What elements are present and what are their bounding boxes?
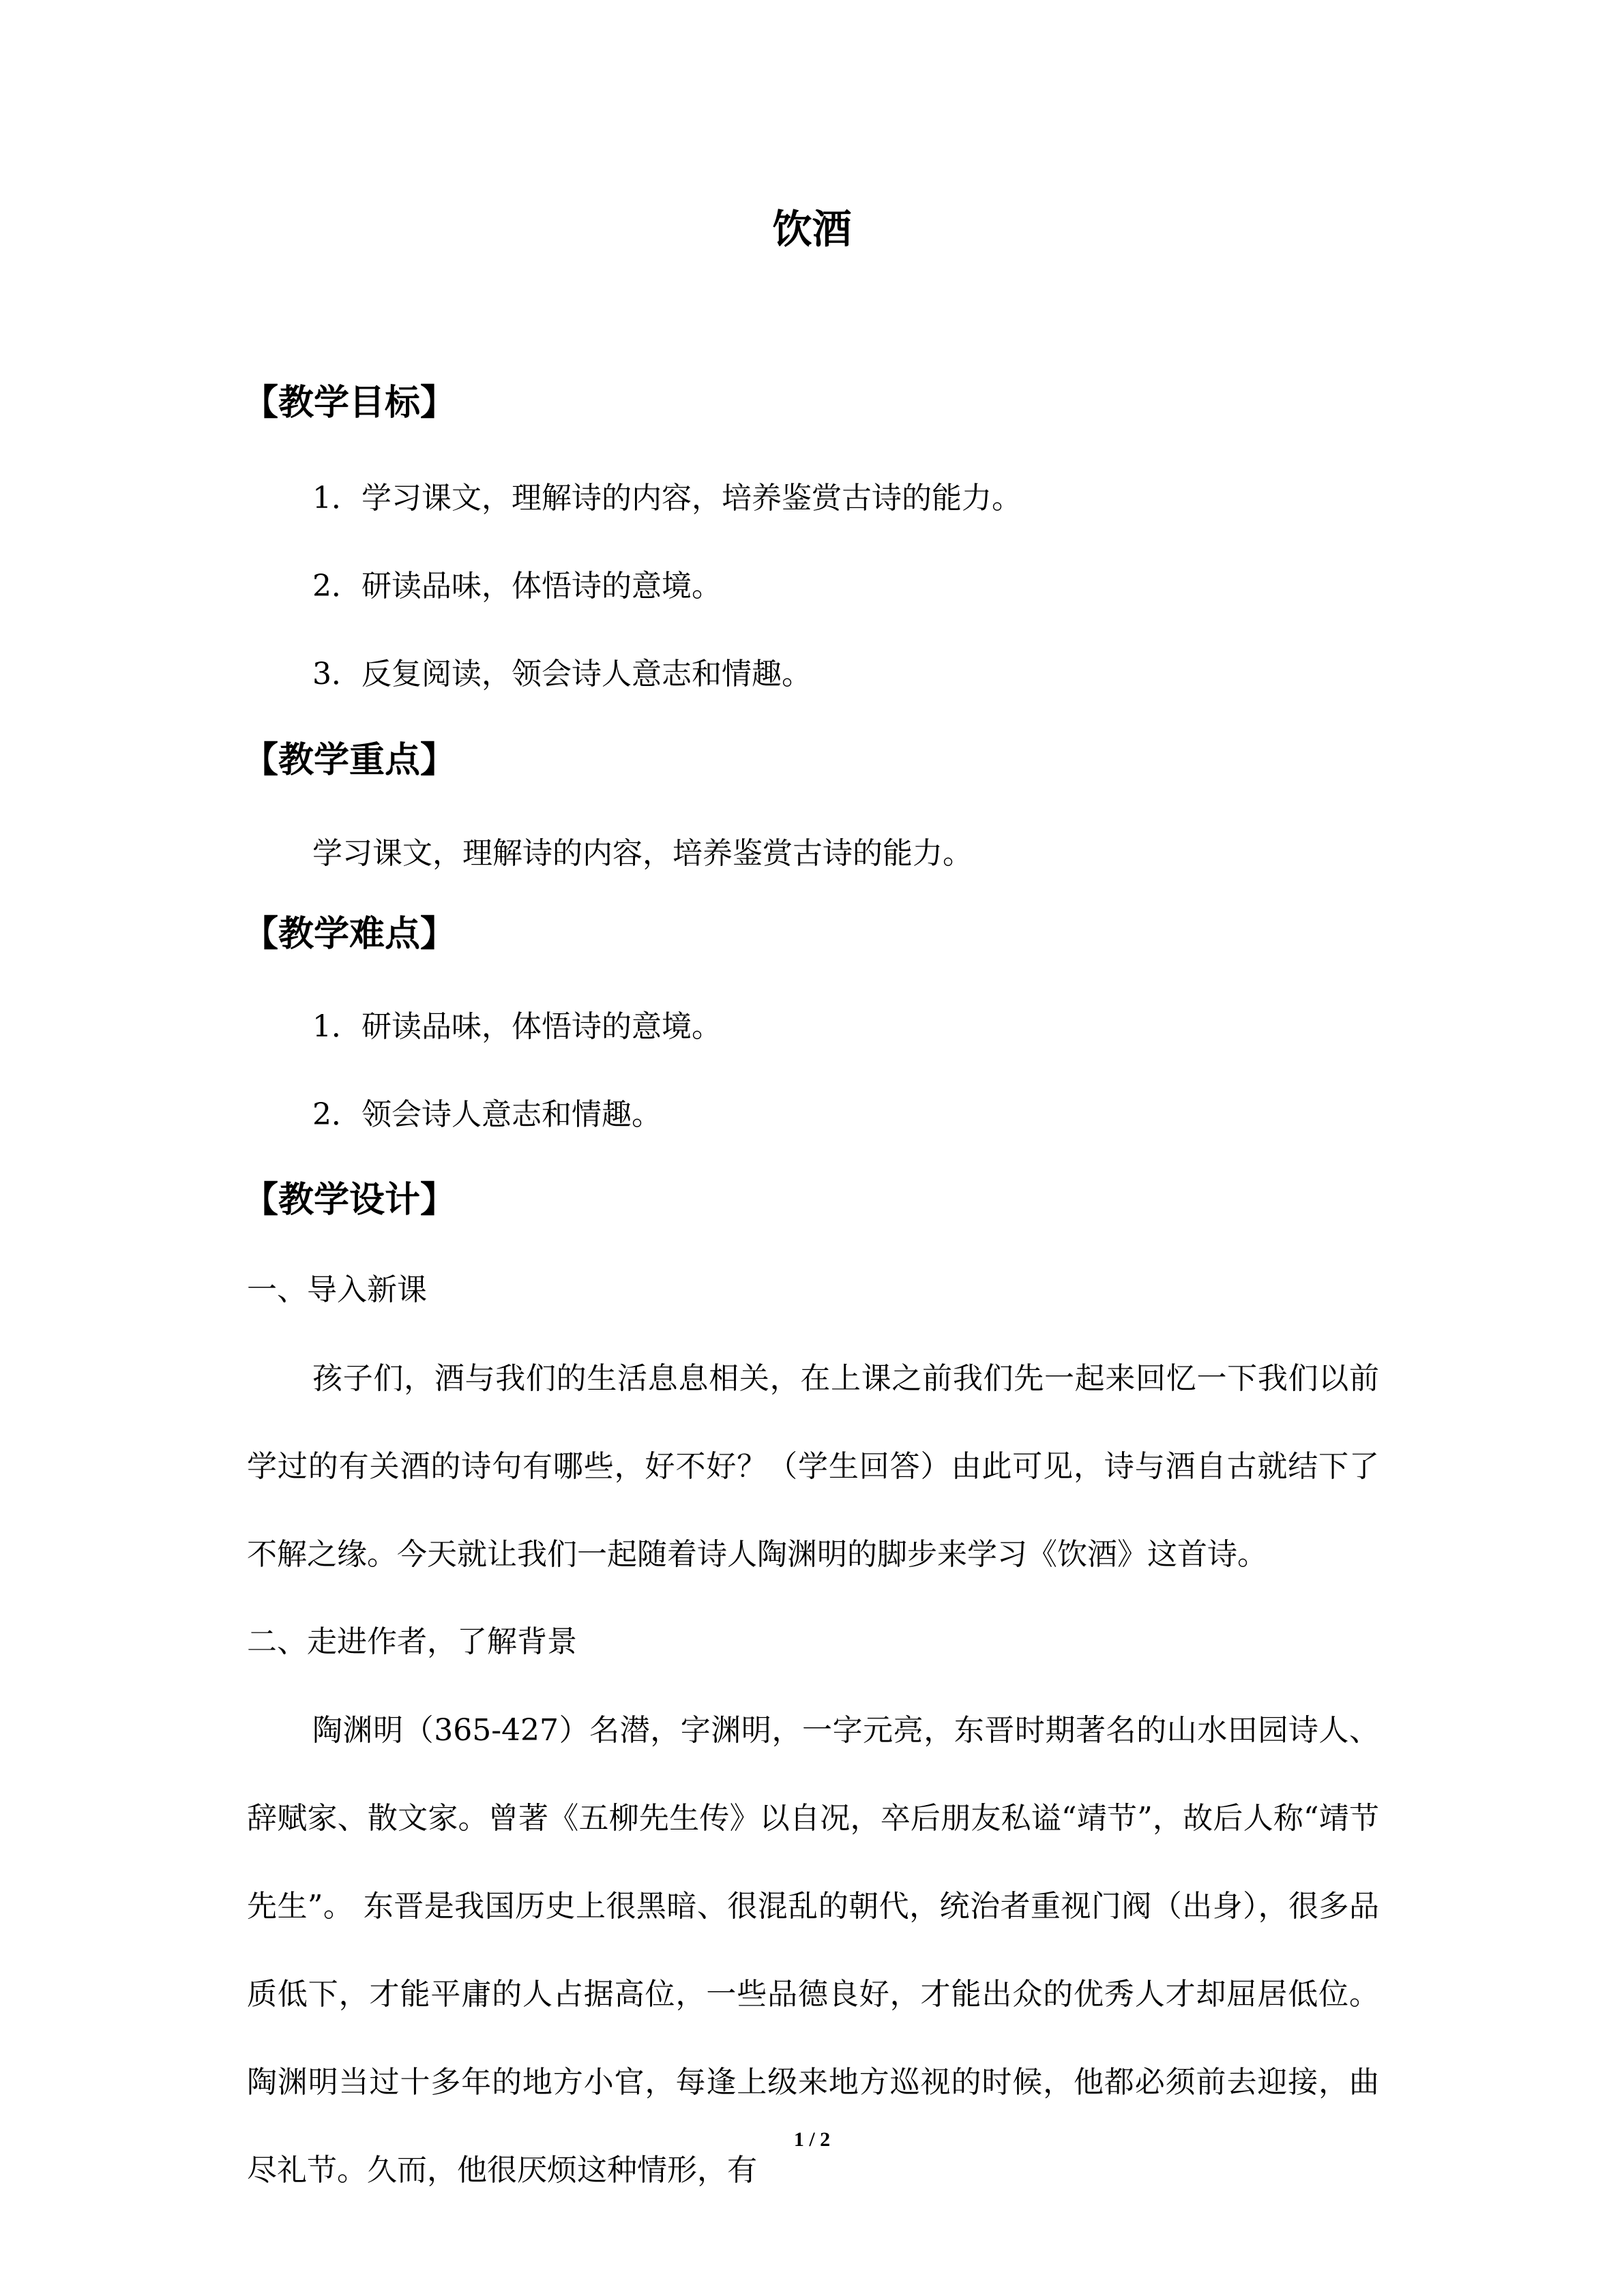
design-part1-title: 一、导入新课 bbox=[247, 1272, 427, 1307]
objective-item-2: 2．研读品味，体悟诗的意境。 bbox=[312, 569, 722, 603]
page-title: 饮酒 bbox=[772, 206, 852, 252]
key-points-heading: 【教学重点】 bbox=[243, 740, 456, 781]
objectives-heading: 【教学目标】 bbox=[243, 383, 456, 423]
design-part1-paragraph: 孩子们，酒与我们的生活息息相关，在上课之前我们先一起来回忆一下我们以前学过的有关酒的诗句有哪些，好不好？（学生回答）由此可见，诗与酒自古就结下了不解之缘。今天就让我们一起随着诗人陶渊明的脚步来学习《饮酒》这首诗。 bbox=[247, 1361, 1379, 1572]
objective-item-3: 3．反复阅读，领会诗人意志和情趣。 bbox=[312, 657, 812, 691]
design-heading: 【教学设计】 bbox=[243, 1180, 456, 1221]
objective-item-1: 1．学习课文，理解诗的内容，培养鉴赏古诗的能力。 bbox=[312, 481, 1022, 516]
page-number: 1 / 2 bbox=[793, 2128, 831, 2151]
design-part2-paragraph: 陶渊明（365-427）名潜，字渊明，一字元亮，东晋时期著名的山水田园诗人、辞赋家、散文家。曾著《五柳先生传》以自况，卒后朋友私谥“靖节”，故后人称“靖节先生”。 东晋是我国历史上很黑暗、很混乱的朝代，统治者重视门阀（出身），很多品质低下，才能平庸的人占据高位，一些品德良好，才能出众的优秀人才却屈居低位。陶渊明当过十多年的地方小官，每逢上级来地方巡视的时候，他都必须前去迎接，曲尽礼节。久而，他很厌烦这种情形，有 bbox=[247, 1713, 1379, 2188]
difficulty-item-1: 1．研读品味，体悟诗的意境。 bbox=[312, 1009, 722, 1044]
difficulties-heading: 【教学难点】 bbox=[243, 914, 456, 955]
key-points-text: 学习课文，理解诗的内容，培养鉴赏古诗的能力。 bbox=[312, 836, 973, 871]
difficulty-item-2: 2．领会诗人意志和情趣。 bbox=[312, 1097, 662, 1132]
design-part2-title: 二、走进作者，了解背景 bbox=[247, 1624, 577, 1659]
